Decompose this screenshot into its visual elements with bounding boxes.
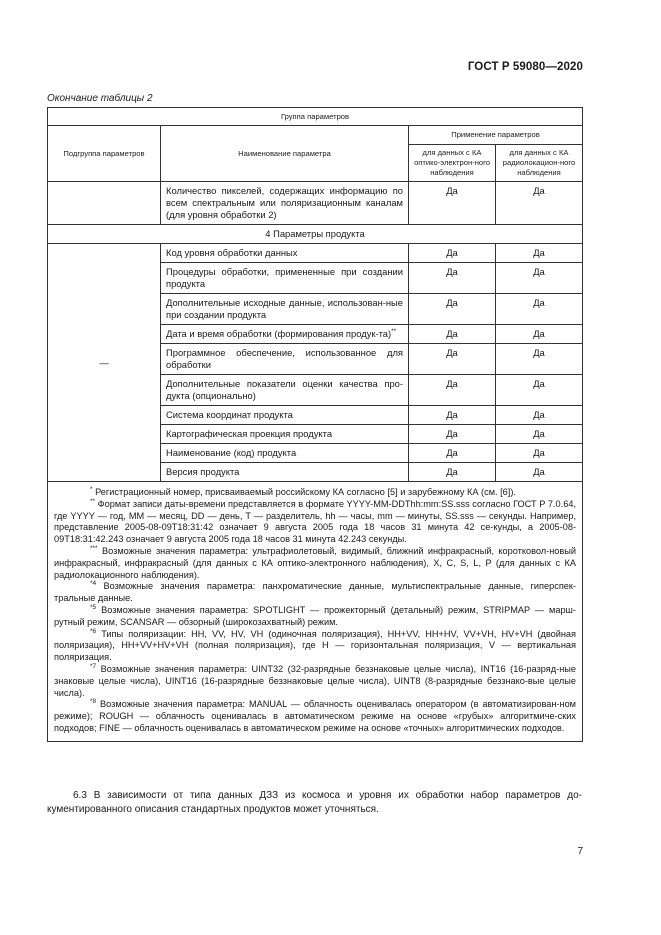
table-row [48, 182, 583, 225]
footnote [54, 487, 576, 499]
radar-value: Да [496, 244, 583, 263]
parameter-name: Количество пикселей, содержащих информацию по всем спектральным или поляризационным каналам (для уровня обработки 2) [161, 182, 409, 225]
document-title: ГОСТ Р 59080—2020 [467, 61, 583, 73]
footnote-text: Возможные значения параметра: UINT32 (32-разрядные беззнаковые целые числа), INT16 (16-разряд-ные знаковые целые числа), UINT16 (16-разрядные беззнаковые целые числа), UINT8 (8-разрядные беззнако-вые целые числа). [54, 663, 576, 698]
optical-column-header: для данных с КА оптико-электрон-ного наблюдения [409, 145, 496, 182]
group-header: Группа параметров [48, 108, 583, 126]
footnote-mark: *** [90, 544, 98, 552]
parameter-name [161, 244, 409, 263]
radar-value: Да [496, 263, 583, 294]
table-notes [48, 482, 583, 742]
optical-value: Да [409, 263, 496, 294]
optical-value: Да [409, 294, 496, 325]
subgroup-cell [48, 182, 161, 225]
header-row-group [48, 108, 583, 126]
footnote [54, 699, 576, 734]
optical-value: Да [409, 463, 496, 482]
footnote [54, 581, 576, 605]
table-row [48, 244, 583, 263]
optical-value: Да [409, 406, 496, 425]
section-title: 4 Параметры продукта [48, 225, 583, 244]
parameters-table [47, 107, 583, 742]
footnote-text: Возможные значения параметра: SPOTLIGHT — прожекторный (детальный) режим, STRIPMAP — марш-рутный режим, SCANSAR — обзорный (широкозахватный) режим. [54, 604, 576, 627]
parameter-name-text: Дата и время обработки (формирования продук-та) [166, 328, 392, 339]
footnote-mark: ** [391, 327, 397, 335]
radar-value: Да [496, 375, 583, 406]
parameter-name-text: Наименование (код) продукта [166, 447, 297, 458]
optical-value: Да [409, 325, 496, 344]
radar-value: Да [496, 325, 583, 344]
footnote [54, 605, 576, 629]
footnote [54, 499, 576, 546]
parameter-name-text: Дополнительные исходные данные, использован-ные при создании продукта [166, 297, 403, 320]
parameter-name [161, 375, 409, 406]
footnote-text: Типы поляризации: HH, VV, HV, VH (одиночная поляризация), HH+VV, HH+HV, VV+VH, HV+VH (двойная поляризация), HH+VV+HV+VH (полная поляризация), где H — горизонтальная поляризация, V — вертикальная поляризация. [54, 628, 576, 663]
parameter-name-text: Программное обеспечение, использованное для обработки [166, 347, 403, 370]
radar-value: Да [496, 344, 583, 375]
parameter-name-text: Версия продукта [166, 466, 240, 477]
parameter-name [161, 425, 409, 444]
application-header: Применение параметров [409, 126, 583, 145]
footnote-mark: *4 [90, 580, 97, 588]
parameter-name [161, 344, 409, 375]
footnote [54, 629, 576, 664]
footnote-mark: *5 [90, 603, 97, 611]
optical-value: Да [409, 182, 496, 225]
optical-value: Да [409, 244, 496, 263]
footnote-text: Возможные значения параметра: ультрафиолетовый, видимый, ближний инфракрасный, коротковол-новый инфракрасный, инфракрасный (для данных с КА оптико-электронного наблюдения), X, C, S, L, P (для данных с КА радиолокационного наблюдения). [54, 545, 576, 580]
footnote-text: Регистрационный номер, присваиваемый российскому КА согласно [5] и зарубежному КА (см. [6]). [92, 487, 516, 497]
footnote-text: Возможные значения параметра: панхроматические данные, мультиспектральные данные, гиперспек-тральные данные. [54, 581, 576, 604]
radar-value: Да [496, 425, 583, 444]
parameter-name [161, 406, 409, 425]
parameter-name-text: Картографическая проекция продукта [166, 428, 333, 439]
parameter-name [161, 463, 409, 482]
radar-value: Да [496, 463, 583, 482]
optical-value: Да [409, 344, 496, 375]
parameter-name-text: Система координат продукта [166, 409, 293, 420]
radar-value: Да [496, 444, 583, 463]
optical-value: Да [409, 375, 496, 406]
footnote-mark: *7 [90, 662, 97, 670]
footnote-mark: *6 [90, 627, 97, 635]
subgroup-column-header: Подгруппа параметров [48, 126, 161, 182]
footnote-mark: ** [90, 497, 96, 505]
paragraph-6-3: 6.3 В зависимости от типа данных ДЗЗ из космоса и уровня их обработки набор параметров до-кументированного описания стандартных продуктов может уточняться. [47, 790, 582, 815]
parameter-name-text: Процедуры обработки, примененные при создании продукта [166, 266, 403, 289]
table-caption: Окончание таблицы 2 [47, 93, 153, 104]
notes-row [48, 482, 583, 742]
footnote-text: Формат записи даты-времени представляется в формате YYYY-MM-DDThh:mm:SS.sss согласно ГОСТ Р 7.0.64, где YYYY — год, MM — месяц, DD — день, T — разделитель, hh — часы, mm — минуты, SS.sss — секунды. Например, представление 2005-08-09T18:31:42 означает 9 августа 2005 года 18 часов 31 минута 42 се-кунды, а 2005-08-09T18:31:42.243 означает 9 августа 2005 года 18 часов 31 минута 42.243 секунды. [54, 498, 576, 545]
footnote [54, 664, 576, 699]
radar-value: Да [496, 406, 583, 425]
footnote-text: Возможные значения параметра: MANUAL — облачность оценивалась оператором (в автоматизирован-ном режиме); ROUGH — облачность оценивалась в автоматическом режиме на основе «грубых» алгоритмиче-ских подходов; FINE — облачность оценивалась в автоматическом режиме на основе «точных» алгоритмических подходов. [54, 699, 576, 733]
footnote [54, 546, 576, 581]
radar-column-header: для данных с КА радиолокацион-ного наблюдения [496, 145, 583, 182]
header-row-application [48, 126, 583, 145]
optical-value: Да [409, 444, 496, 463]
page-number: 7 [577, 846, 583, 857]
parameter-name [161, 325, 409, 344]
subgroup-cell: — [48, 244, 161, 482]
parameter-name-text: Дополнительные показатели оценки качества про-дукта (опционально) [166, 378, 403, 401]
footnote-mark: * [90, 485, 93, 493]
name-column-header: Наименование параметра [161, 126, 409, 182]
optical-value: Да [409, 425, 496, 444]
radar-value: Да [496, 182, 583, 225]
section-row [48, 225, 583, 244]
radar-value: Да [496, 294, 583, 325]
parameter-name [161, 444, 409, 463]
parameter-name [161, 263, 409, 294]
parameter-name [161, 294, 409, 325]
parameter-name-text: Код уровня обработки данных [166, 247, 298, 258]
footnote-mark: *8 [90, 698, 97, 706]
